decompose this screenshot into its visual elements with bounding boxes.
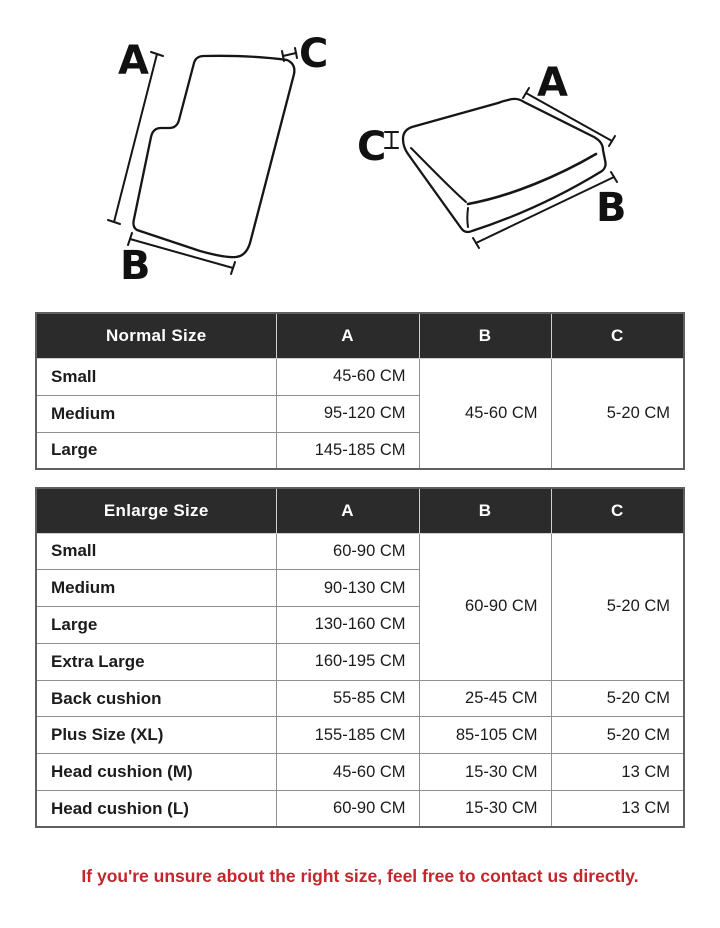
size-label: Back cushion bbox=[36, 680, 276, 717]
table-row bbox=[36, 791, 684, 828]
dim-a-value: 130-160 CM bbox=[276, 607, 419, 644]
dimension-tick bbox=[295, 48, 297, 58]
dim-a-value: 95-120 CM bbox=[276, 395, 419, 432]
dim-b-value: 25-45 CM bbox=[419, 680, 551, 717]
cushion-dimension-diagram bbox=[0, 0, 720, 305]
normal-size-table bbox=[35, 312, 685, 470]
dimension-line-c-left bbox=[283, 53, 296, 56]
back-cushion-diagram bbox=[108, 31, 328, 289]
size-label: Extra Large bbox=[36, 643, 276, 680]
dim-label-c-left: C bbox=[299, 31, 329, 77]
dimension-tick bbox=[609, 136, 615, 146]
table-row bbox=[36, 754, 684, 791]
enlarge-size-table bbox=[35, 487, 685, 828]
col-header-a: A bbox=[276, 488, 419, 533]
seat-cushion-front-crease bbox=[467, 208, 468, 227]
size-label: Medium bbox=[36, 395, 276, 432]
seat-cushion-diagram bbox=[357, 60, 627, 248]
dim-b-value: 15-30 CM bbox=[419, 791, 551, 828]
table-row bbox=[36, 533, 684, 570]
dim-a-value: 155-185 CM bbox=[276, 717, 419, 754]
size-label: Large bbox=[36, 607, 276, 644]
dim-label-a-left: A bbox=[118, 38, 149, 84]
size-label: Small bbox=[36, 358, 276, 395]
dim-label-c-right: C bbox=[357, 124, 387, 170]
table-row bbox=[36, 680, 684, 717]
dim-a-value: 60-90 CM bbox=[276, 533, 419, 570]
size-label: Large bbox=[36, 432, 276, 469]
col-header-b: B bbox=[419, 313, 551, 358]
dim-c-value: 5-20 CM bbox=[551, 680, 684, 717]
col-header-c: C bbox=[551, 488, 684, 533]
dim-a-value: 145-185 CM bbox=[276, 432, 419, 469]
dim-a-value: 45-60 CM bbox=[276, 358, 419, 395]
dim-b-value: 85-105 CM bbox=[419, 717, 551, 754]
dim-c-value-merged: 5-20 CM bbox=[551, 533, 684, 680]
table-header-row bbox=[36, 313, 684, 358]
dim-c-value: 13 CM bbox=[551, 754, 684, 791]
dim-label-b-left: B bbox=[120, 243, 151, 289]
size-label: Head cushion (M) bbox=[36, 754, 276, 791]
dim-a-value: 160-195 CM bbox=[276, 643, 419, 680]
col-header-c: C bbox=[551, 313, 684, 358]
contact-note: If you're unsure about the right size, feel free to contact us directly. bbox=[81, 866, 639, 886]
dim-a-value: 90-130 CM bbox=[276, 570, 419, 607]
dim-b-value-merged: 60-90 CM bbox=[419, 533, 551, 680]
dim-b-value: 15-30 CM bbox=[419, 754, 551, 791]
col-header-b: B bbox=[419, 488, 551, 533]
table-row bbox=[36, 358, 684, 395]
dim-a-value: 45-60 CM bbox=[276, 754, 419, 791]
size-label: Head cushion (L) bbox=[36, 791, 276, 828]
table-row bbox=[36, 717, 684, 754]
dim-c-value: 13 CM bbox=[551, 791, 684, 828]
dim-c-value-merged: 5-20 CM bbox=[551, 358, 684, 469]
col-header-a: A bbox=[276, 313, 419, 358]
table-title: Enlarge Size bbox=[36, 488, 276, 533]
table-title: Normal Size bbox=[36, 313, 276, 358]
dim-b-value-merged: 45-60 CM bbox=[419, 358, 551, 469]
size-label: Medium bbox=[36, 570, 276, 607]
dim-label-a-right: A bbox=[537, 60, 568, 106]
dim-a-value: 60-90 CM bbox=[276, 791, 419, 828]
size-label: Small bbox=[36, 533, 276, 570]
dim-label-b-right: B bbox=[596, 185, 627, 231]
size-label: Plus Size (XL) bbox=[36, 717, 276, 754]
dim-c-value: 5-20 CM bbox=[551, 717, 684, 754]
dimension-tick bbox=[523, 88, 529, 98]
dim-a-value: 55-85 CM bbox=[276, 680, 419, 717]
table-header-row bbox=[36, 488, 684, 533]
back-cushion-outline bbox=[133, 56, 294, 257]
